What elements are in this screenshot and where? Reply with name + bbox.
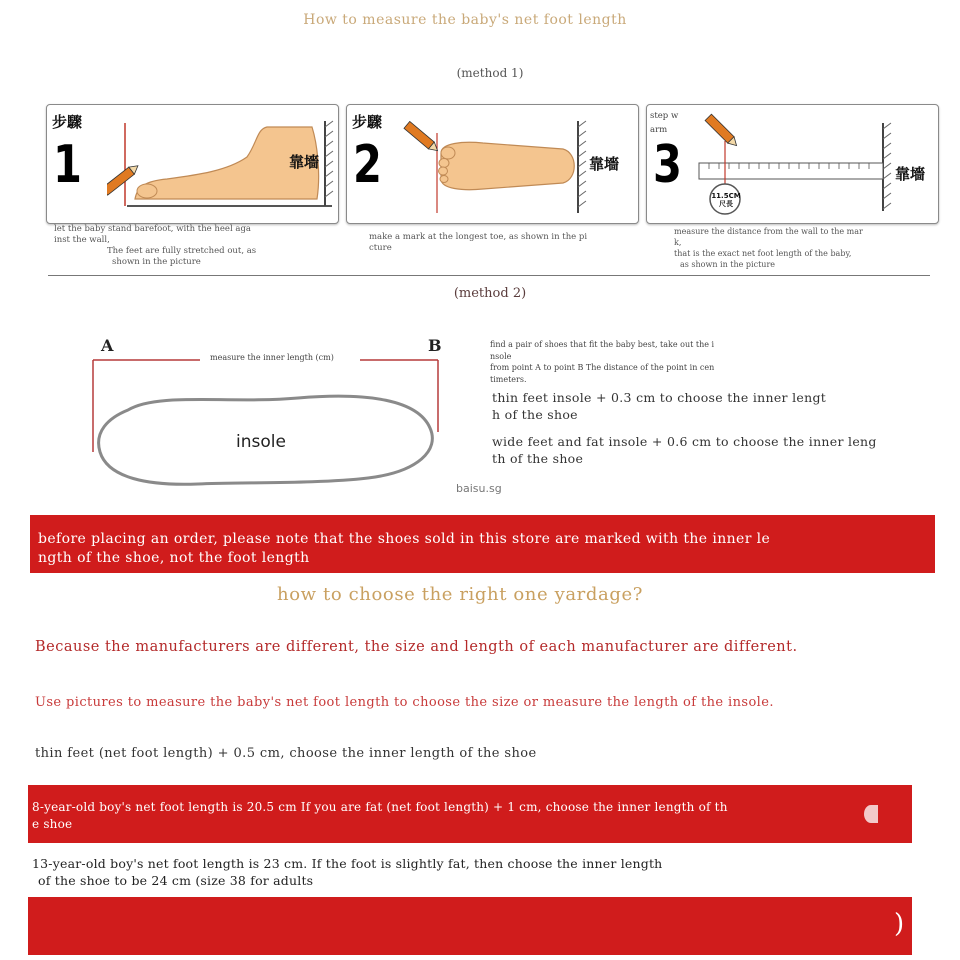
- wide-feet-rule: [492, 433, 922, 467]
- step3-number: 3: [653, 135, 682, 195]
- notice-text-line1: before placing an order, please note that the shoes sold in this store are marked with the inner le: [38, 531, 771, 547]
- manufacturers-note: Because the manufacturers are different, the size and length of each manufacturer are different.: [35, 639, 798, 655]
- choose-size-heading: how to choose the right one yardage?: [277, 584, 643, 605]
- wide-feet-rule-line2: th of the shoe: [492, 451, 584, 466]
- step3-measure-badge: [711, 192, 741, 208]
- decorative-blot: [864, 805, 878, 823]
- example-8-year-banner: [28, 785, 912, 843]
- method2-instructions-line1: find a pair of shoes that fit the baby best, take out the i: [490, 340, 715, 349]
- step1-caption-line1: let the baby stand barefoot, with the heel aga: [54, 224, 251, 234]
- step2-wall-label: 靠墻: [589, 155, 620, 173]
- step1-caption-line2: inst the wall,: [54, 235, 110, 245]
- example-8-year-line2: e shoe: [32, 817, 73, 831]
- step2-caption: [369, 232, 639, 254]
- thin-feet-rule-line2: h of the shoe: [492, 407, 578, 422]
- closing-paren: ): [894, 909, 905, 939]
- use-pictures-note: Use pictures to measure the baby's net foot length to choose the size or measure the length of the insole.: [35, 695, 774, 710]
- step3-measure-value: 11.5CM: [711, 192, 741, 200]
- method2-instructions-line4: timeters.: [490, 374, 527, 384]
- method2-instructions-line2: nsole: [490, 351, 512, 361]
- example-13-year-line2: of the shoe to be 24 cm (size 38 for adults: [38, 873, 314, 888]
- example-13-year-line1: 13-year-old boy's net foot length is 23 cm. If the foot is slightly fat, then choose the inner length: [32, 856, 663, 871]
- step2-panel: [346, 104, 639, 224]
- step2-step-label: 步驟: [352, 113, 383, 131]
- step2-caption-line2: cture: [369, 243, 392, 253]
- step3-panel: [646, 104, 939, 224]
- inner-length-notice-banner: [30, 515, 935, 573]
- method2-instructions: [490, 339, 790, 385]
- step3-measure-unit: 尺長: [719, 200, 733, 208]
- notice-text: [38, 530, 938, 568]
- method1-label: (method 1): [456, 66, 524, 80]
- step1-caption-line3: The feet are fully stretched out, as: [107, 246, 257, 256]
- example-13-year-text: [32, 855, 662, 889]
- example-8-year-line1: 8-year-old boy's net foot length is 20.5 cm If you are fat (net foot length) + 1 cm, choose the inner length of th: [32, 800, 728, 814]
- watermark: baisu.sg: [456, 482, 502, 495]
- step1-step-label: 步驟: [52, 113, 83, 131]
- section-divider: [48, 275, 930, 276]
- method2-instructions-line3: from point A to point B The distance of the point in cen: [490, 363, 715, 372]
- step3-caption-line2: k,: [674, 238, 682, 247]
- point-b-label: B: [428, 336, 442, 355]
- step1-number: 1: [53, 135, 82, 195]
- measure-inner-length-label: measure the inner length (cm): [210, 353, 334, 362]
- step1-caption-line4: shown in the picture: [112, 257, 201, 267]
- method2-label: (method 2): [453, 286, 527, 301]
- step2-caption-line1: make a mark at the longest toe, as shown in the pi: [369, 232, 588, 242]
- step1-caption: [54, 224, 344, 268]
- step1-wall-label: 靠墻: [289, 153, 320, 171]
- step3-caption-line4: as shown in the picture: [680, 260, 776, 269]
- thin-feet-rule-line1: thin feet insole + 0.3 cm to choose the inner lengt: [492, 390, 827, 405]
- step1-panel: [46, 104, 339, 224]
- point-a-label: A: [101, 336, 114, 355]
- step3-step-label-line2: arm: [650, 125, 668, 135]
- example-8-year-text: [32, 799, 852, 833]
- step3-step-label-line1: step w: [650, 111, 679, 121]
- step3-caption: [674, 226, 936, 270]
- step3-wall-label: 靠墻: [895, 165, 926, 183]
- step2-number: 2: [353, 135, 382, 195]
- thin-feet-note: thin feet (net foot length) + 0.5 cm, choose the inner length of the shoe: [35, 746, 537, 761]
- insole-label: insole: [236, 432, 286, 452]
- step3-caption-line3: that is the exact net foot length of the baby,: [674, 249, 852, 258]
- thin-feet-rule: [492, 389, 912, 423]
- page-title: How to measure the baby's net foot length: [303, 12, 627, 28]
- bottom-banner: [28, 897, 912, 955]
- notice-text-line2: ngth of the shoe, not the foot length: [38, 550, 310, 566]
- step3-step-label: [650, 109, 690, 137]
- step3-caption-line1: measure the distance from the wall to the mar: [674, 227, 863, 236]
- wide-feet-rule-line1: wide feet and fat insole + 0.6 cm to choose the inner leng: [492, 434, 877, 449]
